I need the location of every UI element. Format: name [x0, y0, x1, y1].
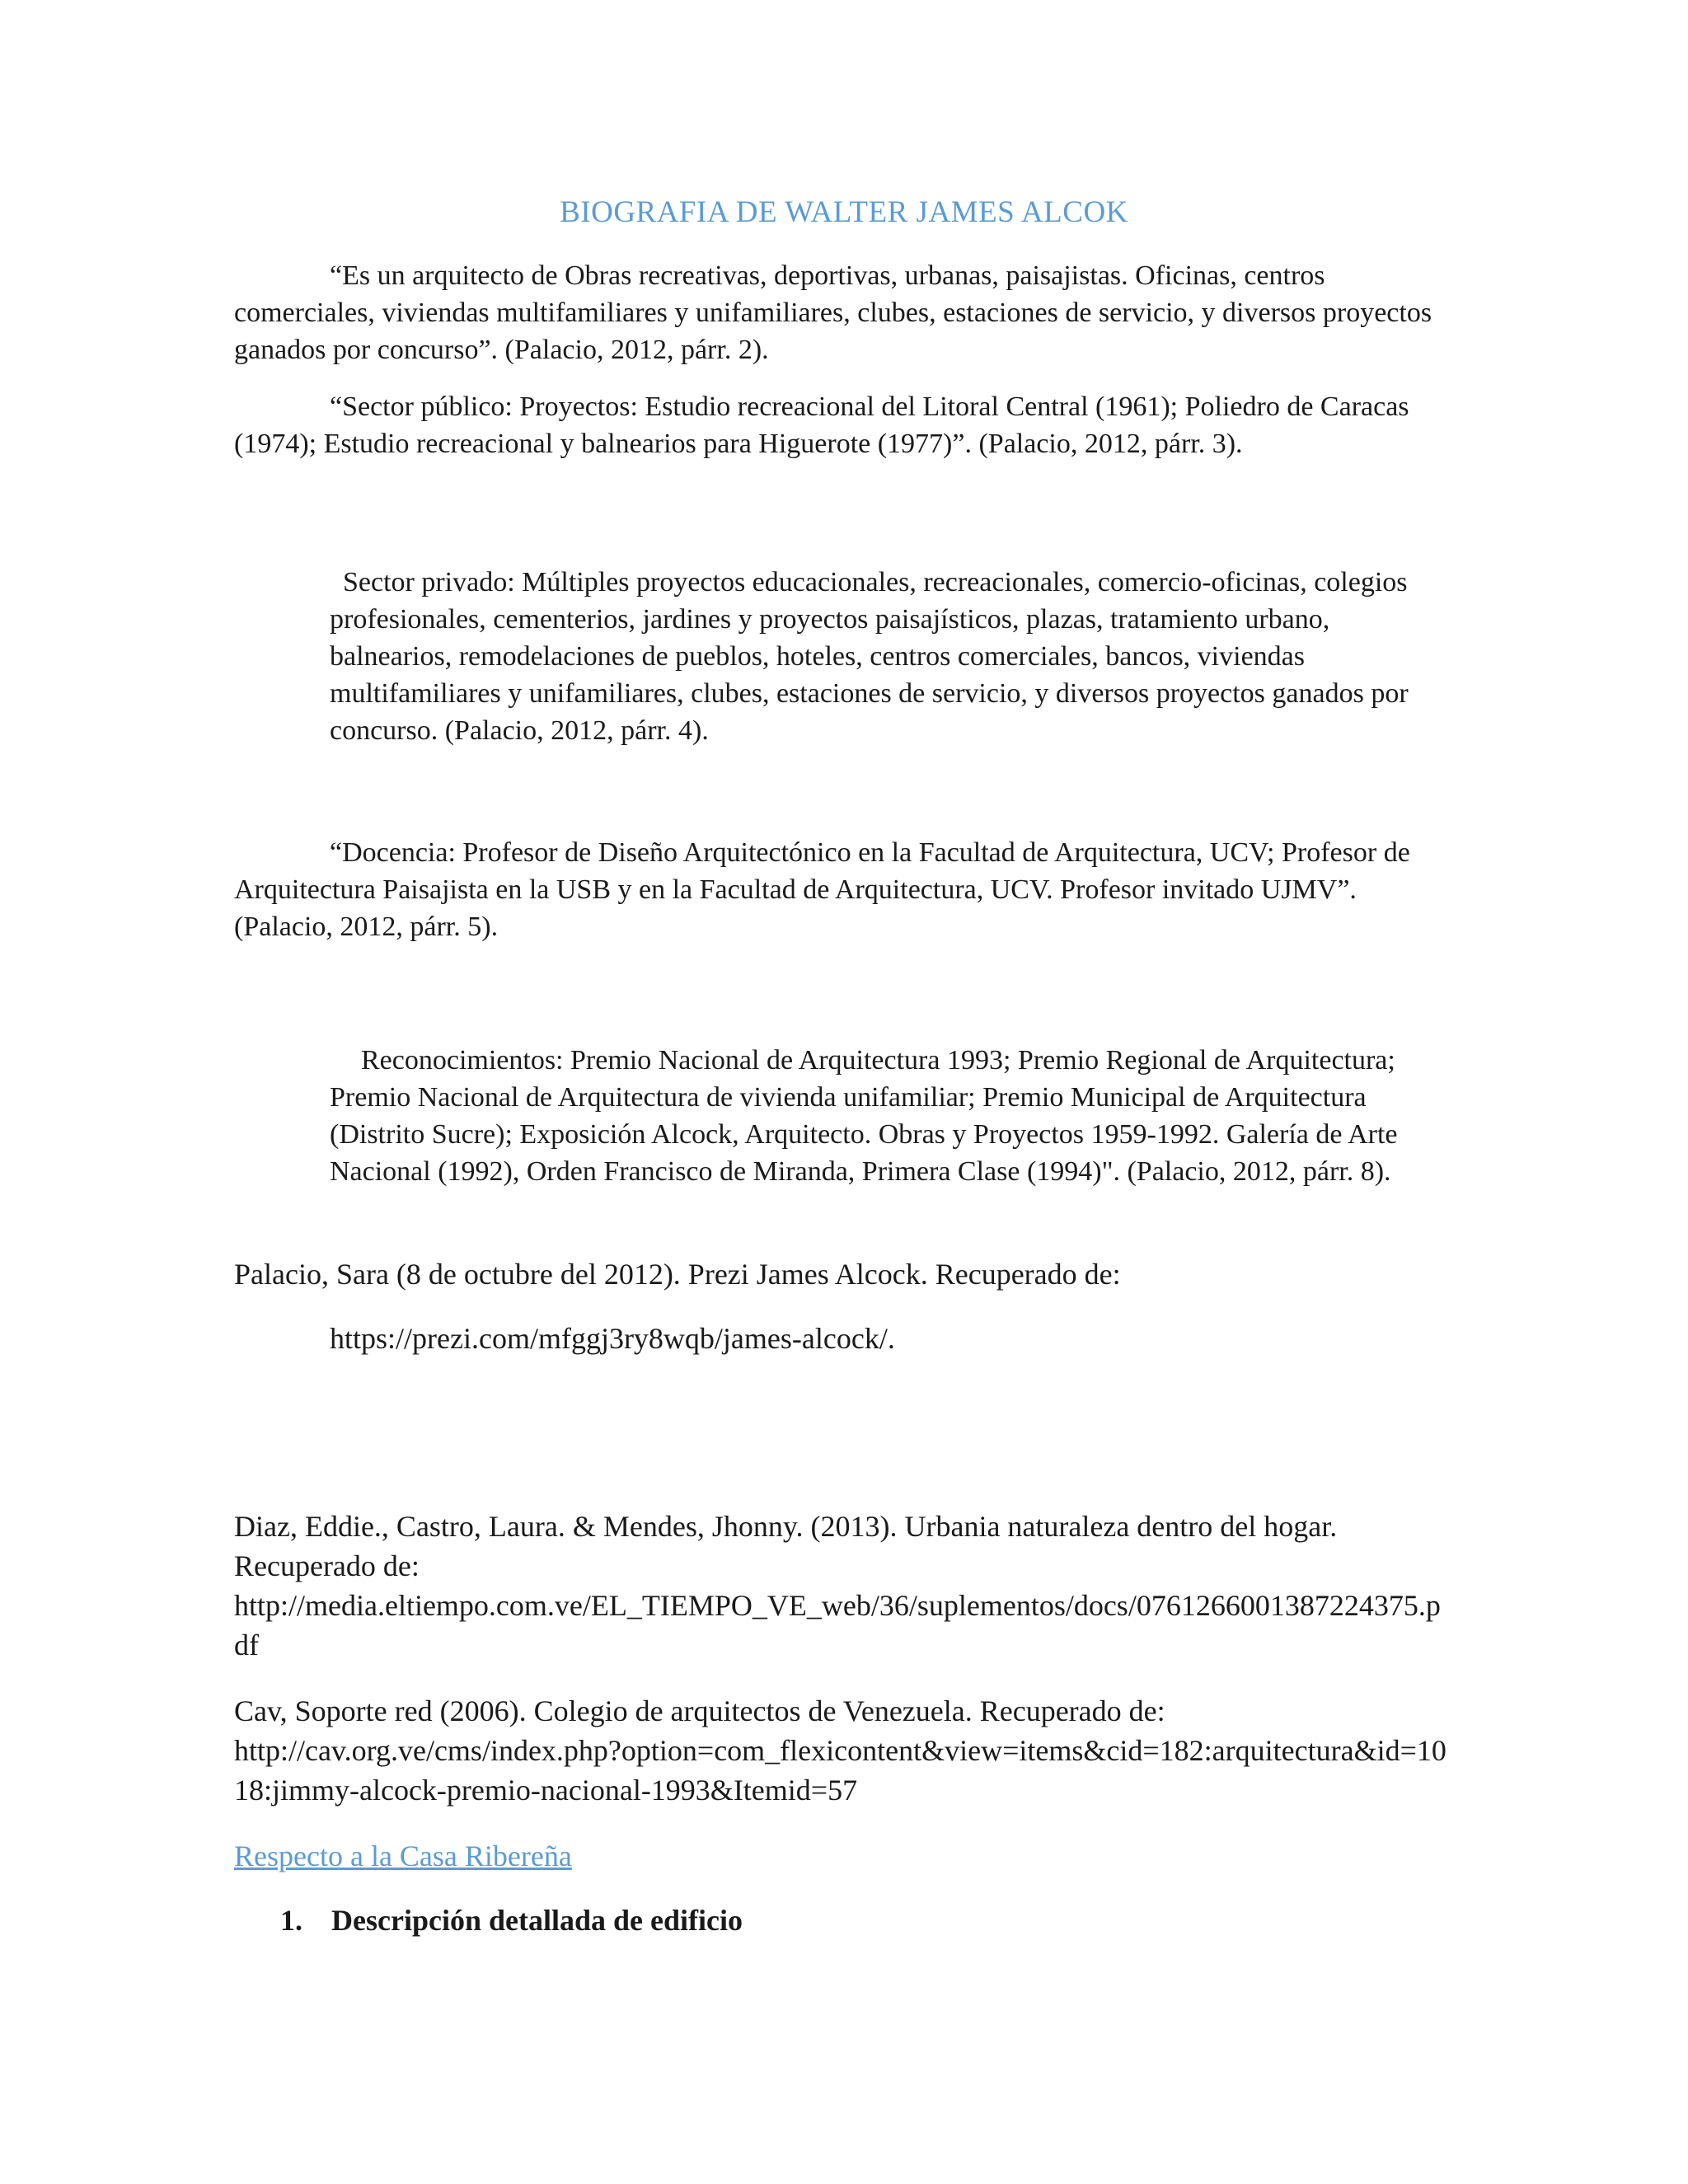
reference-diaz-url: http://media.eltiempo.com.ve/EL_TIEMPO_VE_web/36/suplementos/docs/0761266001387224375.pdf [234, 1589, 1441, 1661]
quote-reconocimientos [330, 1042, 1426, 1190]
reference-diaz-text: Diaz, Eddie., Castro, Laura. & Mendes, Jhonny. (2013). Urbania naturaleza dentro del hogar. Recuperado de: [234, 1510, 1338, 1582]
quote-sector-privado-text: Sector privado: Múltiples proyectos educacionales, recreacionales, comercio-oficinas, colegios profesionales, cementerios, jardines y proyectos paisajísticos, plazas, tratamiento urbano, balnearios, remodelaciones de pueblos, hoteles, centros comerciales, bancos, viviendas multifamiliares y unifamiliares, clubes, estaciones de servicio, y diversos proyectos ganados por concurso. (Palacio, 2012, párr. 4). [330, 567, 1409, 746]
section-link-casa-riberena[interactable]: Respecto a la Casa Ribereña [234, 1840, 572, 1872]
paragraph-sector-publico: “Sector público: Proyectos: Estudio recreacional del Litoral Central (1961); Poliedro de Caracas (1974); Estudio recreacional y balnearios para Higuerote (1977)”. (Palacio, 2012, párr. 3). [234, 391, 1409, 459]
reference-diaz [234, 1507, 1454, 1665]
document-title: BIOGRAFIA DE WALTER JAMES ALCOK [560, 195, 1128, 229]
paragraph-docencia: “Docencia: Profesor de Diseño Arquitectónico en la Facultad de Arquitectura, UCV; Profesor de Arquitectura Paisajista en la USB y en la Facultad de Arquitectura, UCV. Profesor invitado UJMV”. (Palacio, 2012, párr. 5). [234, 837, 1410, 942]
reference-palacio-url: https://prezi.com/mfggj3ry8wqb/james-alcock/. [330, 1322, 895, 1355]
reference-cav [234, 1691, 1454, 1810]
quote-reconocimientos-text: Reconocimientos: Premio Nacional de Arquitectura 1993; Premio Regional de Arquitectura; Premio Nacional de Arquitectura de vivienda unifamiliar; Premio Municipal de Arquitectura (Distrito Sucre); Exposición Alcock, Arquitecto. Obras y Proyectos 1959-1992. Galería de Arte Nacional (1992), Orden Francisco de Miranda, Primera Clase (1994)". (Palacio, 2012, párr. 8). [330, 1045, 1398, 1187]
reference-palacio: Palacio, Sara (8 de octubre del 2012). Prezi James Alcock. Recuperado de: [234, 1258, 1121, 1291]
quote-sector-privado [330, 564, 1426, 749]
list-item-descripcion [280, 1900, 743, 1940]
list-item-number: 1. [280, 1904, 302, 1937]
reference-cav-url: http://cav.org.ve/cms/index.php?option=com_flexicontent&view=items&cid=182:arquitectura&id=1018:jimmy-alcock-premio-nacional-1993&Itemid=57 [234, 1734, 1447, 1807]
paragraph-biography: “Es un arquitecto de Obras recreativas, deportivas, urbanas, paisajistas. Oficinas, centros comerciales, viviendas multifamiliares y unifamiliares, clubes, estaciones de servicio, y diversos proyectos ganados por concurso”. (Palacio, 2012, párr. 2). [234, 260, 1432, 365]
reference-cav-text: Cav, Soporte red (2006). Colegio de arquitectos de Venezuela. Recuperado de: [234, 1694, 1165, 1727]
list-item-label: Descripción detallada de edificio [331, 1904, 743, 1937]
